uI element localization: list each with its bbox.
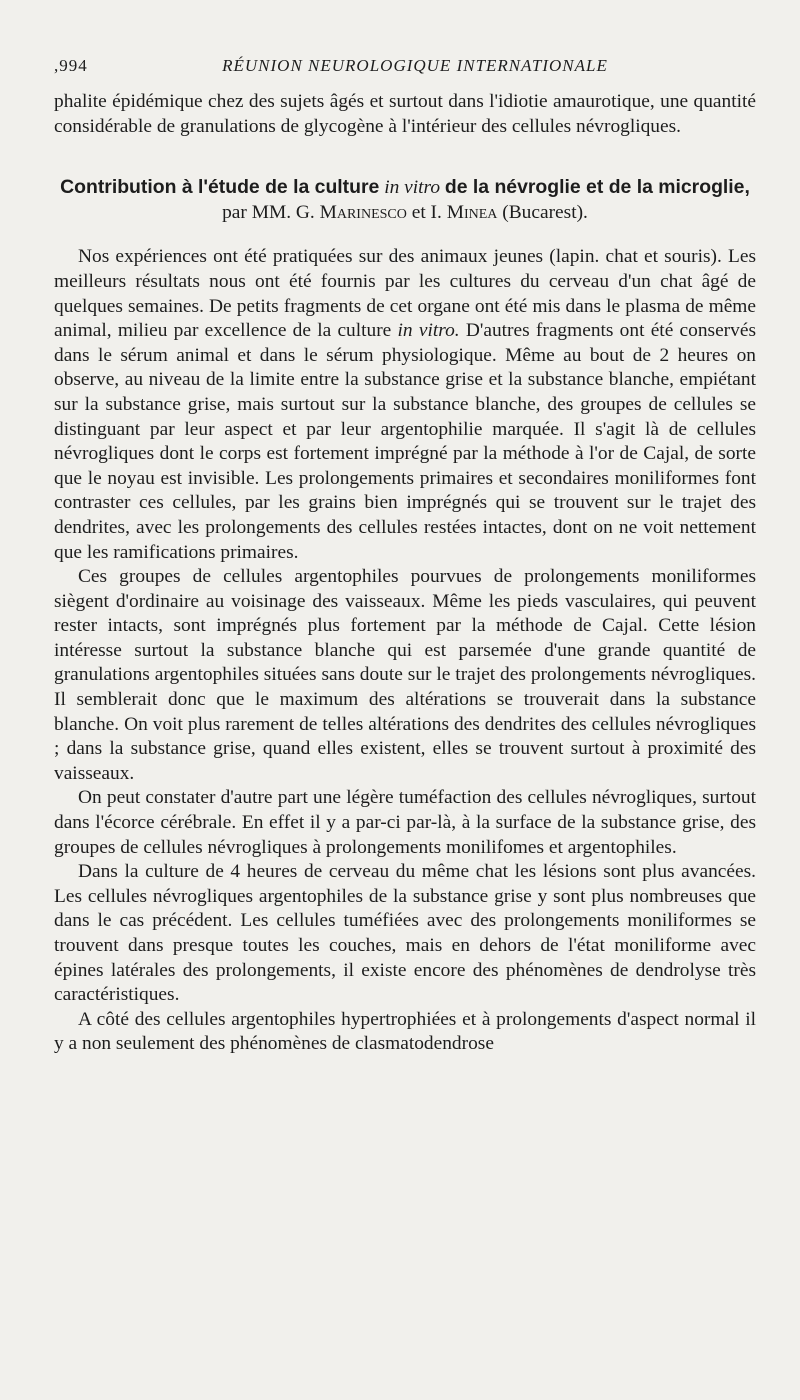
journal-title: RÉUNION NEUROLOGIQUE INTERNATIONALE [222,56,608,75]
page-number: ,994 [54,56,88,75]
paragraph-5: A côté des cellules argentophiles hypertrophiées et à prolongements d'aspect normal il y a non seulement des phénomènes de clasmatodendrose [54,1008,756,1055]
title-part-1: Contribution à l'étude de la culture [60,176,380,199]
author-2: Minea [446,201,498,223]
affiliation: (Bucarest). [502,201,588,223]
author-1: Marinesco [319,201,407,223]
paragraph-1-italic: in vitro. [397,320,460,342]
paragraph-1-b: D'autres fragments ont été conservés dans le sérum animal et dans le sérum physiologique. Même au bout de 2 heures on observe, au niveau de la limite entre la substance grise et la substance blanche, empiétant sur la substance grise, mais surtout sur la substance blanche, des groupes de cellules se distinguant par leur aspect et par leur argentophilie marquée. Il s'agit là de cellules névrogliques dont le corps est fortement imprégné par la méthode à l'or de Cajal, de sorte que le noyau est invisible. Les prolongements primaires et secondaires moniliformes font contraster ces cellules, par les grains bien imprégnés qui se trouvent sur le trajet des dendrites, avec les prolongements des cellules restées intactes, dont on ne voit nettement que les ramifications primaires. [54,320,756,563]
title-italic: in vitro [384,177,441,199]
title-part-2: de la névroglie et de la microglie, [444,176,750,199]
paragraph-1-a: Nos expériences ont été pratiquées sur des animaux jeunes (lapin. chat et souris). Les meilleurs résultats nous ont été fournis par les cultures du cerveau d'un chat âgé de quelques semaines. De petits fragments de cet organe ont été mis dans le plasma de même animal, milieu par excellence de la culture [54,246,756,342]
authors-prefix: par MM. G. [222,201,315,223]
paragraph-2: Ces groupes de cellules argentophiles pourvues de prolongements moniliformes siègent d'ordinaire au voisinage des vaisseaux. Même les pieds vasculaires, qui peuvent rester intacts, sont imprégnés plus fortement par la méthode de Cajal. Cette lésion intéresse surtout la substance blanche qui est parsemée d'une grande quantité de granulations argentophiles situées sans doute sur le trajet des prolongements névrogliques. Il semblerait donc que le maximum des altérations se trouverait dans la substance blanche. On voit plus rarement de telles altérations des dendrites des cellules névrogliques ; dans la substance grise, quand elles existent, elles se trouvent surtout à proximité des vaisseaux. [54,566,756,784]
paragraph-1 [54,245,756,565]
intro-fragment: phalite épidémique chez des sujets âgés et surtout dans l'idiotie amaurotique, une quantité considérable de granulations de glycogène à l'intérieur des cellules névrogliques. [54,91,756,137]
article-title [54,175,756,225]
paragraph-3: On peut constater d'autre part une légère tuméfaction des cellules névrogliques, surtout dans l'écorce cérébrale. En effet il y a par-ci par-là, à la surface de la substance grise, des groupes de cellules névrogliques à prolongements monilifomes et argentophiles. [54,787,756,858]
authors-mid: et I. [411,201,442,223]
paragraph-4: Dans la culture de 4 heures de cerveau du même chat les lésions sont plus avancées. Les cellules névrogliques argentophiles de la substance grise y sont plus nombreuses que dans le cas précédent. Les cellules tuméfiées avec des prolongements moniliformes se trouvent dans presque toutes les couches, mais en dehors de l'état moniliforme avec épines latérales des prolongements, il existe encore des phénomènes de dendrolyse très caractéristiques. [54,861,756,1006]
running-head [54,56,756,76]
